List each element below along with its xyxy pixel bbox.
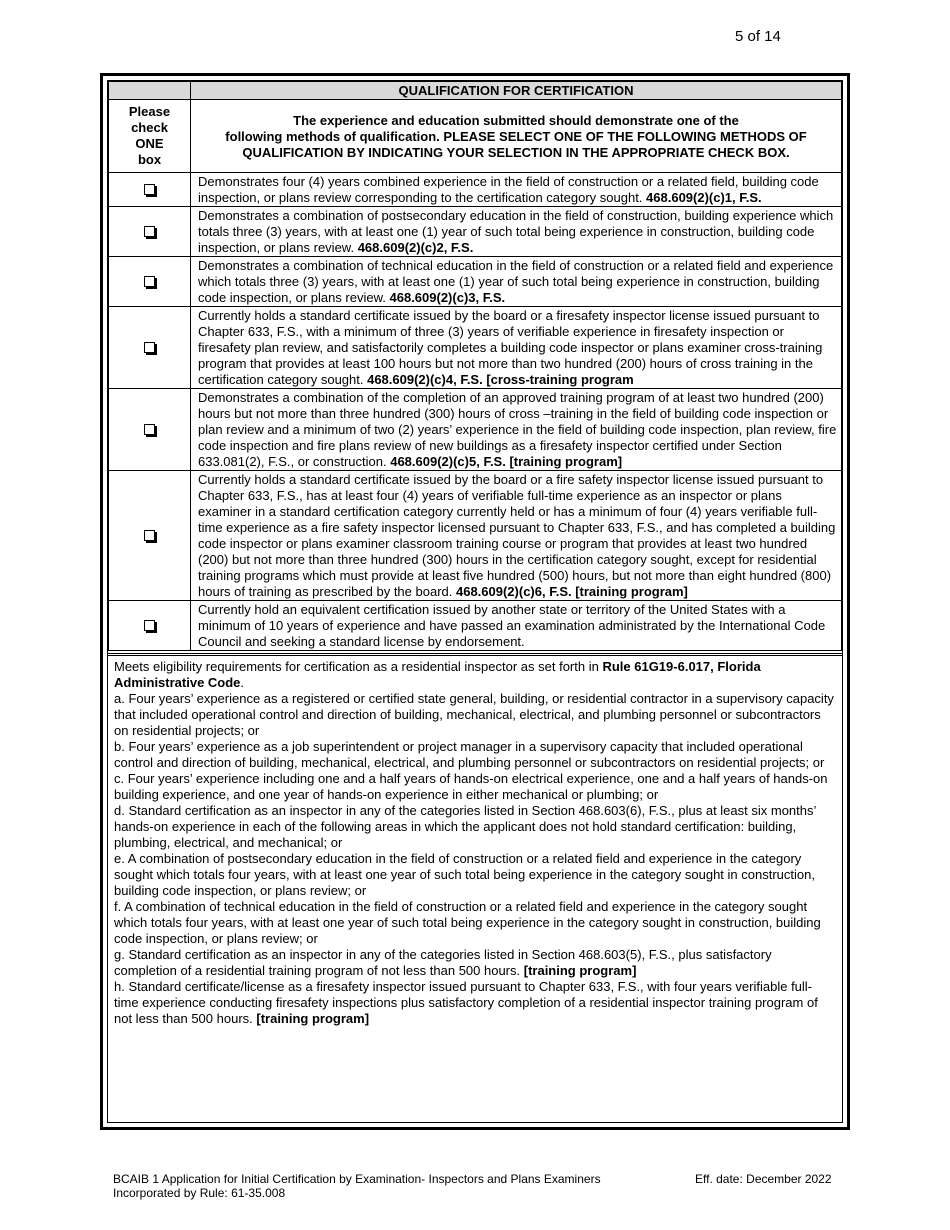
option-6-statute: 468.609(2)(c)6, F.S. [training program] [455, 584, 688, 599]
residential-item-c: c. Four years’ experience including one and a half years of hands-on electrical experience, one and a half years of hands-on building experience, and one year of hands-on experience in either mechanical or plumbing; or [114, 771, 828, 802]
please-check-word-2: check [131, 120, 168, 135]
option-1-statute: 468.609(2)(c)1, F.S. [646, 190, 762, 205]
residential-item-h-tag: [training program] [256, 1011, 370, 1026]
option-7-checkbox[interactable] [144, 620, 155, 631]
option-row-2 [109, 207, 842, 257]
option-1-checkbox[interactable] [144, 184, 155, 195]
page-number: 5 of 14 [735, 28, 781, 45]
option-3-checkbox-cell[interactable] [109, 257, 191, 307]
option-6-checkbox[interactable] [144, 530, 155, 541]
option-row-3 [109, 257, 842, 307]
residential-intro-end: . [240, 675, 245, 690]
residential-item-h [114, 979, 836, 1027]
table-header-row [109, 82, 842, 100]
option-2-description: Demonstrates a combination of postsecondary education in the field of construction, building experience which totals three (3) years, with at least one (1) year of such total being experience in construction, building code inspection, or plans review. [198, 208, 834, 255]
residential-intro [114, 659, 836, 691]
option-7-text [191, 601, 842, 651]
option-4-text [191, 307, 842, 389]
residential-item-a: a. Four years’ experience as a registered or certified state general, building, or residential contractor in a supervisory capacity that included operational control and direction of building, mechanical, electrical, and plumbing personnel or subcontractors on residential projects; or [114, 691, 834, 738]
residential-item-e: e. A combination of postsecondary education in the field of construction or a related field and experience in the category sought which totals four years, with at least one year of such total being experience in the category sought in construction, building code inspection, or plans review; or [114, 851, 815, 898]
footer-form-info [113, 1172, 601, 1200]
option-row-7 [109, 601, 842, 651]
please-check-word-4: box [137, 152, 162, 167]
option-5-statute: 468.609(2)(c)5, F.S. [training program] [390, 454, 623, 469]
option-4-description: Currently holds a standard certificate issued by the board or a firesafety inspector license issued pursuant to Chapter 633, F.S., with a minimum of three (3) years of verifiable experience in firesafety inspection or firesafety plan review, and satisfactorily completes a building code inspector or plans examiner cross-training program that provides at least 100 hours but not more than two hundred (200) hours of cross training in the certification category sought. [198, 308, 823, 387]
instructions-row [109, 100, 842, 173]
qualification-form-inner [107, 80, 843, 1123]
option-row-6 [109, 471, 842, 601]
residential-item-g [114, 947, 836, 979]
please-check-word-3: ONE [135, 136, 164, 151]
residential-rule-reference: Rule 61G19-6.017, Florida Administrative Code [114, 659, 761, 690]
residential-item-g-text: g. Standard certification as an inspector in any of the categories listed in Section 468.603(5), F.S., plus satisfactory completion of a residential training program of not less than 500 hours. [114, 947, 772, 978]
option-5-checkbox[interactable] [144, 424, 155, 435]
footer-form-title: BCAIB 1 Application for Initial Certification by Examination- Inspectors and Plans Examiners [113, 1172, 601, 1186]
option-1-checkbox-cell[interactable] [109, 173, 191, 207]
qualification-table [108, 81, 842, 651]
option-4-statute: 468.609(2)(c)4, F.S. [cross-training program [367, 372, 634, 387]
option-5-text [191, 389, 842, 471]
option-row-1 [109, 173, 842, 207]
instructions-line-1: The experience and education submitted should demonstrate one of the [293, 113, 739, 128]
table-header-title: QUALIFICATION FOR CERTIFICATION [191, 82, 842, 100]
option-4-checkbox-cell[interactable] [109, 307, 191, 389]
option-4-checkbox[interactable] [144, 342, 155, 353]
option-5-description: Demonstrates a combination of the completion of an approved training program of at least two hundred (200) hours but not more than three hundred (300) hours of cross –training in the field of building code inspection or plan review and a minimum of two (2) years’ experience in the field of building code inspection, plan review, fire code inspection and fire plans review of new buildings as a firesafety inspector certified under Section 633.081(2), F.S., or construction. [198, 390, 837, 469]
please-check-label [109, 100, 191, 173]
option-2-statute: 468.609(2)(c)2, F.S. [357, 240, 474, 255]
option-2-text [191, 207, 842, 257]
option-3-checkbox[interactable] [144, 276, 155, 287]
residential-item-b: b. Four years’ experience as a job superintendent or project manager in a supervisory capacity that included operational control and direction of building, mechanical, electrical, and plumbing personnel or subcontractors on residential projects; or [114, 739, 825, 770]
option-3-text [191, 257, 842, 307]
instructions-text [191, 100, 842, 173]
option-1-description: Demonstrates four (4) years combined experience in the field of construction or a related field, building code inspection, or plans review corresponding to the certification category sought. [198, 174, 819, 205]
option-6-checkbox-cell[interactable] [109, 471, 191, 601]
residential-item-d: d. Standard certification as an inspector in any of the categories listed in Section 468.603(6), F.S., plus at least six months’ hands-on experience in each of the following areas in which the applicant does not hold standard certification: building, plumbing, electrical, and mechanical; or [114, 803, 816, 850]
residential-item-f: f. A combination of technical education in the field of construction or a related field and experience in the category sought which totals four years, with at least one year of such total being experience in the category sought in construction, building code inspection, or plans review; or [114, 899, 821, 946]
option-6-description: Currently holds a standard certificate issued by the board or a fire safety inspector license issued pursuant to Chapter 633, F.S., has at least four (4) years of verifiable full-time experience as an inspector or plans examiner in a standard certification category currently held or has a minimum of four (4) years verifiable full-time experience as a fire safety inspector licensed pursuant to Chapter 633, F.S., and has completed a building code inspector or plans examiner classroom training course or program that provides at least two hundred (200) but not more than three hundred (300) hours in the certification category sought, except for residential training programs which must provide at least five hundred (500) hours, but not more than eight hundred (800) hours of training as prescribed by the board. [198, 472, 836, 599]
option-row-4 [109, 307, 842, 389]
option-7-checkbox-cell[interactable] [109, 601, 191, 651]
residential-item-h-text: h. Standard certificate/license as a firesafety inspector issued pursuant to Chapter 633, F.S., with four years verifiable full-time experience conducting firesafety inspections plus satisfactory completion of a residential inspector training program of not less than 500 hours. [114, 979, 818, 1026]
header-blank-cell [109, 82, 191, 100]
option-1-text [191, 173, 842, 207]
footer-effective-date: Eff. date: December 2022 [695, 1172, 832, 1186]
option-row-5 [109, 389, 842, 471]
qualification-form-frame [100, 73, 850, 1130]
footer-rule: Incorporated by Rule: 61-35.008 [113, 1186, 286, 1200]
option-6-text [191, 471, 842, 601]
option-2-checkbox-cell[interactable] [109, 207, 191, 257]
residential-intro-text: Meets eligibility requirements for certification as a residential inspector as set forth in [114, 659, 603, 674]
option-3-statute: 468.609(2)(c)3, F.S. [389, 290, 506, 305]
residential-inspector-section [108, 653, 842, 1027]
option-5-checkbox-cell[interactable] [109, 389, 191, 471]
please-check-word-1: Please [128, 104, 171, 119]
option-3-description: Demonstrates a combination of technical education in the field of construction or a related field and experience which totals three (3) years, with at least one (1) year of such total being experience in construction, building code inspection, or plans review. [198, 258, 834, 305]
instructions-line-3: QUALIFICATION BY INDICATING YOUR SELECTION IN THE APPROPRIATE CHECK BOX. [242, 145, 790, 160]
residential-item-g-tag: [training program] [523, 963, 637, 978]
instructions-line-2: following methods of qualification. PLEASE SELECT ONE OF THE FOLLOWING METHODS OF [225, 129, 807, 144]
option-2-checkbox[interactable] [144, 226, 155, 237]
option-7-description: Currently hold an equivalent certification issued by another state or territory of the United States with a minimum of 10 years of experience and have passed an examination administrated by the International Code Council and seeking a standard license by endorsement. [198, 602, 826, 649]
